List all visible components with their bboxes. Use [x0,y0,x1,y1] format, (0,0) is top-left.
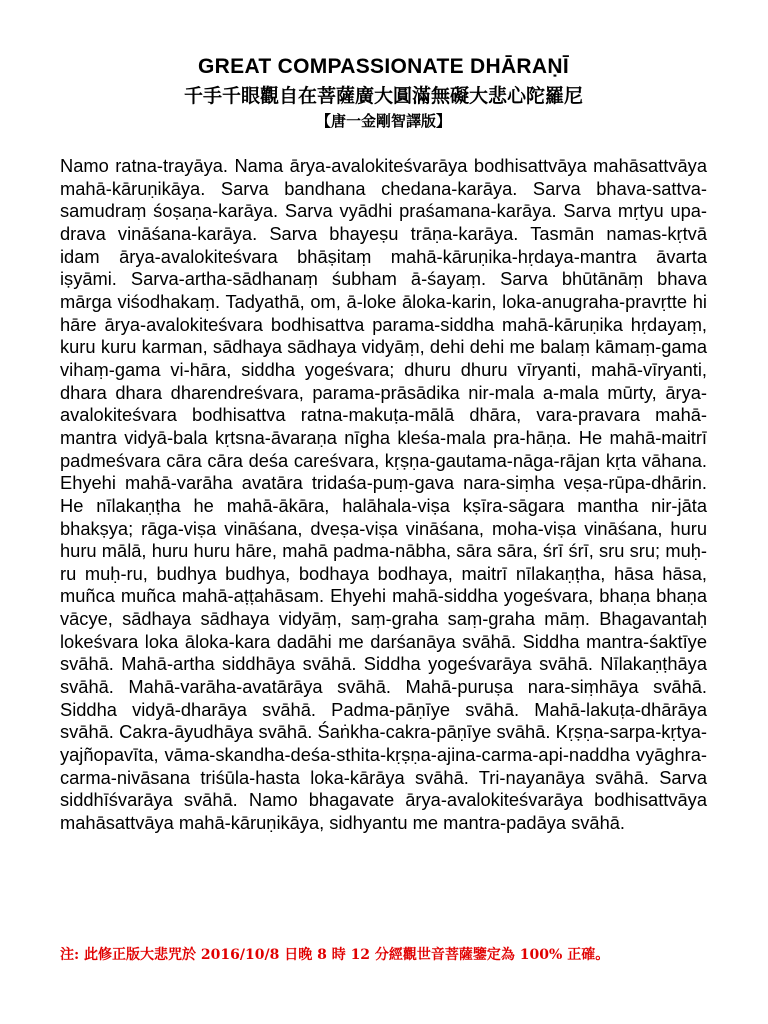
document-subtitle: 千手千眼觀自在菩薩廣大圓滿無礙大悲心陀羅尼 [183,85,583,107]
dharani-text: Namo ratna-trayāya. Nama ārya-avalokiteśvarāya bodhisattvāya mahāsattvāya mahā-kāruṇikāya. Sarva bandhana chedana-karāya. Sarva bhava-sattva-samudraṃ śoṣaṇa-karāya. Sarva vyādhi praśamana-karāya. Sarva mṛtyu upa-drava vināśana-karāya. Sarva bhayeṣu trāṇa-karāya. Tasmān namas-kṛtvā idam ārya-avalokiteśvara bhāṣitaṃ mahā-kāruṇika-hṛdaya-mantra āvarta iṣyāmi. Sarva-artha-sādhanaṃ śubham ā-śayaṃ. Sarva bhūtānāṃ bhava mārga viśodhakaṃ. Tadyathā, om, ā-loke āloka-karin, loka-anugraha-pravṛtte hi hāre ārya-avalokiteśvara bodhisattva parama-siddha mahā-kāruṇika hṛdayaṃ, kuru kuru karman, sādhaya sādhaya vidyāṃ, dehi dehi me balaṃ kāmaṃ-gama vihaṃ-gama vi-hāra, siddha yogeśvara; dhuru dhuru vīryanti, mahā-vīryanti, dhara dhara dharendreśvara, parama-prāsādika nir-mala a-mala mūrty, ārya-avalokiteśvara bodhisattva ratna-makuṭa-mālā dhāra, vara-pravara mahā-mantra vidyā-bala kṛtsna-āvaraṇa nīgha kleśa-mala pra-hāṇa. He mahā-maitrī padmeśvara cāra cāra deśa careśvara, kṛṣṇa-gautama-nāga-rājan kṛta vāhana. Ehyehi mahā-varāha avatāra tridaśa-puṃ-gava nara-siṃha veṣa-rūpa-dhārin. He nīlakaṇṭha he mahā-ākāra, halāhala-viṣa kṣīra-sāgara mantha nir-jāta bhakṣya; rāga-viṣa vināśana, dveṣa-viṣa vināśana, moha-viṣa vināśana, huru huru mālā, huru huru hāre, mahā padma-nābha, sāra sāra, śrī śrī, sru sru; muḥ-ru muḥ-ru, budhya budhya, bodhaya bodhaya, maitrī nīlakaṇṭha, hāsa hāsa, muñca muñca mahā-aṭṭahāsam. Ehyehi mahā-siddha yogeśvara, bhaṇa bhaṇa vācye, sādhaya sādhaya vidyāṃ, saṃ-graha saṃ-graha māṃ. Bhagavantaḥ lokeśvara loka āloka-kara dadāhi me darśanāya svāhā. Siddha mantra-śaktīye svāhā. Mahā-artha siddhāya svāhā. Siddha yogeśvarāya svāhā. Nīlakaṇṭhāya svāhā. Mahā-varāha-avatārāya svāhā. Mahā-puruṣa nara-siṃhāya svāhā. Siddha vidyā-dharāya svāhā. Padma-pāṇīye svāhā. Mahā-lakuṭa-dhārāya svāhā. Cakra-āyudhāya svāhā. Śaṅkha-cakra-pāṇīye svāhā. Kṛṣṇa-sarpa-kṛtya-yajñopavīta, vāma-skandha-deśa-sthita-kṛṣṇa-ajina-carma-api-naddha vyāghra-carma-nivāsana triśūla-hasta loka-kārāya svāhā. Tri-nayanāya svāhā. Sarva siddhīśvarāya svāhā. Namo bhagavate ārya-avalokiteśvarāya bodhisattvāya mahāsattvāya mahā-kāruṇikāya, sidhyantu me mantra-padāya svāhā. [60,155,707,834]
document-page [60,54,707,835]
version-label: 【唐一金剛智譯版】 [315,112,451,130]
footnote: 注: 此修正版大悲咒於 2016/10/8 日晚 8 時 12 分經觀世音菩薩鑒定為 100% 正確。 [60,947,610,963]
document-title: GREAT COMPASSIONATE DHĀRAṆĪ [198,55,569,78]
